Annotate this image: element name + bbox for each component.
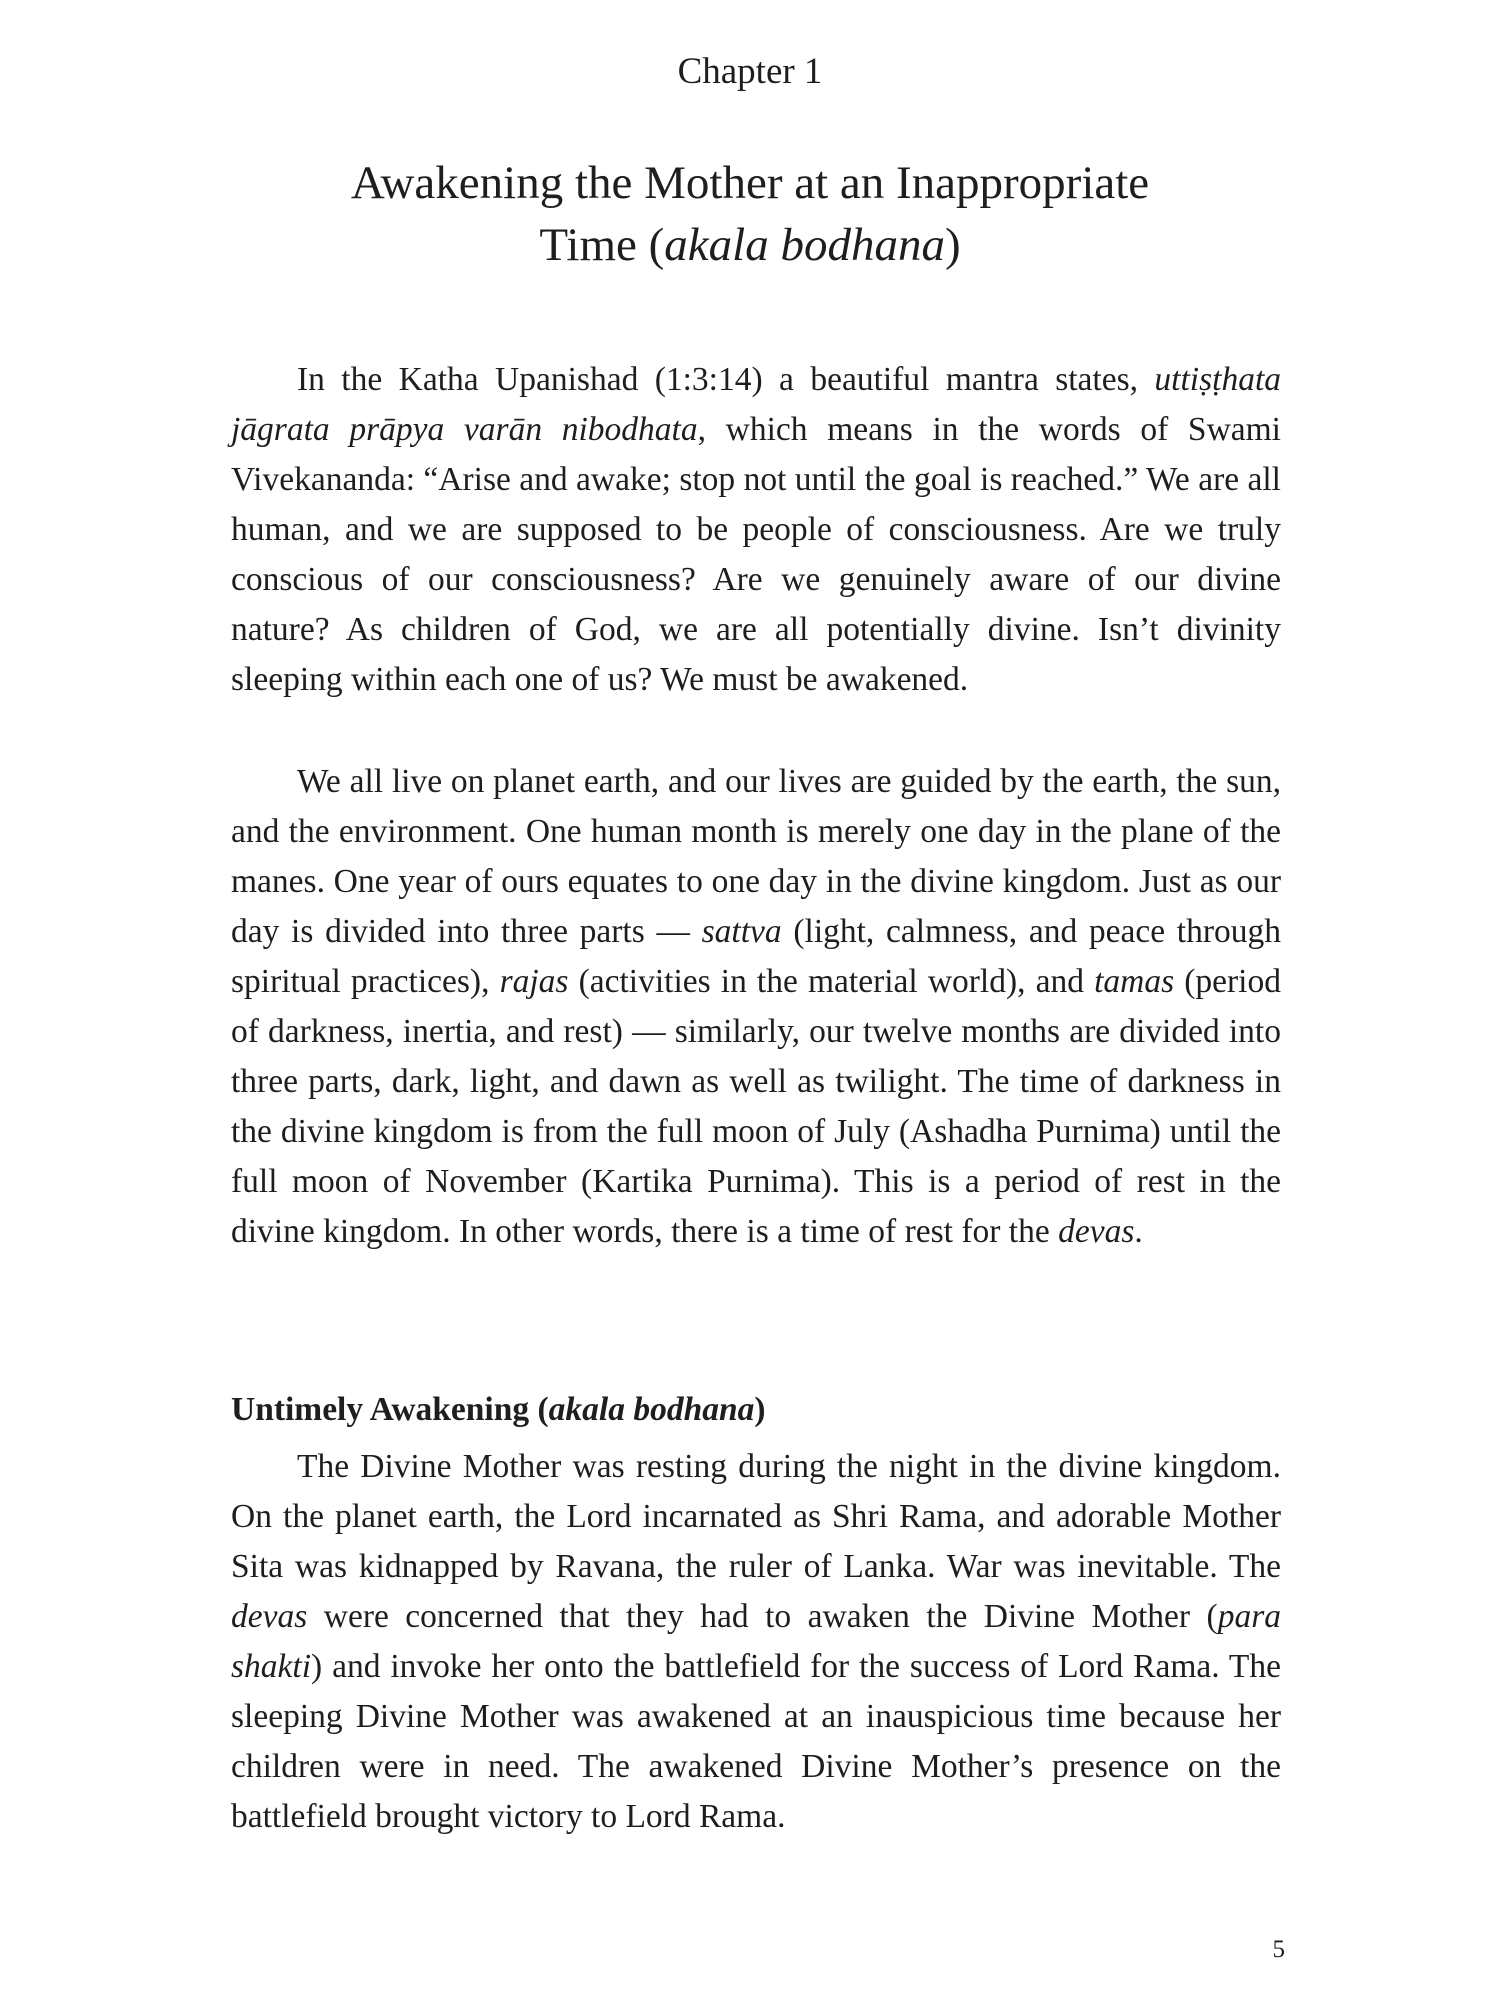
section-heading — [231, 1385, 1281, 1435]
term-sattva: sattva — [701, 913, 782, 950]
paragraph-1 — [231, 355, 1281, 705]
chapter-title-italic: akala bodhana — [664, 219, 945, 271]
chapter-title-close: ) — [944, 219, 961, 271]
term-rajas: rajas — [499, 963, 569, 1000]
paragraph-1-text: In the Katha Upanishad (1:3:14) a beautiful mantra states, — [297, 361, 1155, 398]
chapter-title — [240, 152, 1260, 276]
chapter-title-line2: Time ( — [539, 219, 665, 271]
section-heading-italic: akala bodhana — [548, 1391, 755, 1428]
page-number: 5 — [1272, 1936, 1285, 1963]
paragraph-2-text: (light, calmness, and peace through spiritual practices), — [231, 913, 1281, 1000]
chapter-label: Chapter 1 — [677, 51, 823, 92]
term-devas: devas — [231, 1598, 308, 1635]
paragraph-2-text: (period of darkness, inertia, and rest) — similarly, our twelve months are divided into three parts, dark, light, and dawn as well as twilight. The time of darkness in the divine kingdom is from the full moon of July (Ashadha Purnima) until the full moon of November (Kartika Purnima). This is a period of rest in the divine kingdom. In other words, there is a time of rest for the — [231, 963, 1281, 1250]
paragraph-3-text: ) and invoke her onto the battlefield for the success of Lord Rama. The sleeping Divine Mother was awakened at an inauspicious time because her children were in need. The awakened Divine Mother’s presence on the battlefield brought victory to Lord Rama. — [231, 1648, 1281, 1835]
paragraph-2 — [231, 757, 1281, 1257]
section-heading-text: Untimely Awakening ( — [231, 1391, 549, 1428]
paragraph-3-text: The Divine Mother was resting during the night in the divine kingdom. On the planet earth, the Lord incarnated as Shri Rama, and adorable Mother Sita was kidnapped by Ravana, the ruler of Lanka. War was inevitable. The — [231, 1448, 1281, 1585]
paragraph-3 — [231, 1442, 1281, 1842]
chapter-title-line1: Awakening the Mother at an Inappropriate — [350, 157, 1150, 209]
term-para-shakti: para shakti — [231, 1598, 1281, 1685]
term-devas: devas — [1058, 1213, 1135, 1250]
paragraph-2-text: We all live on planet earth, and our lives are guided by the earth, the sun, and the environment. One human month is merely one day in the plane of the manes. One year of ours equates to one day in the divine kingdom. Just as our day is divided into three parts — — [231, 763, 1281, 950]
term-tamas: tamas — [1094, 963, 1175, 1000]
paragraph-2-text: . — [1134, 1213, 1143, 1250]
section-heading-close: ) — [754, 1391, 766, 1428]
paragraph-1-text: , which means in the words of Swami Vivekananda: “Arise and awake; stop not until the goal is reached.” We are all human, and we are supposed to be people of consciousness. Are we truly conscious of our consciousness? Are we genuinely aware of our divine nature? As children of God, we are all potentially divine. Isn’t divinity sleeping within each one of us? We must be awakened. — [231, 411, 1281, 698]
mantra-transliteration: uttiṣṭhata jāgrata prāpya varān nibodhata — [231, 361, 1281, 448]
paragraph-3-text: were concerned that they had to awaken the Divine Mother ( — [307, 1598, 1218, 1635]
paragraph-2-text: (activities in the material world), and — [568, 963, 1095, 1000]
